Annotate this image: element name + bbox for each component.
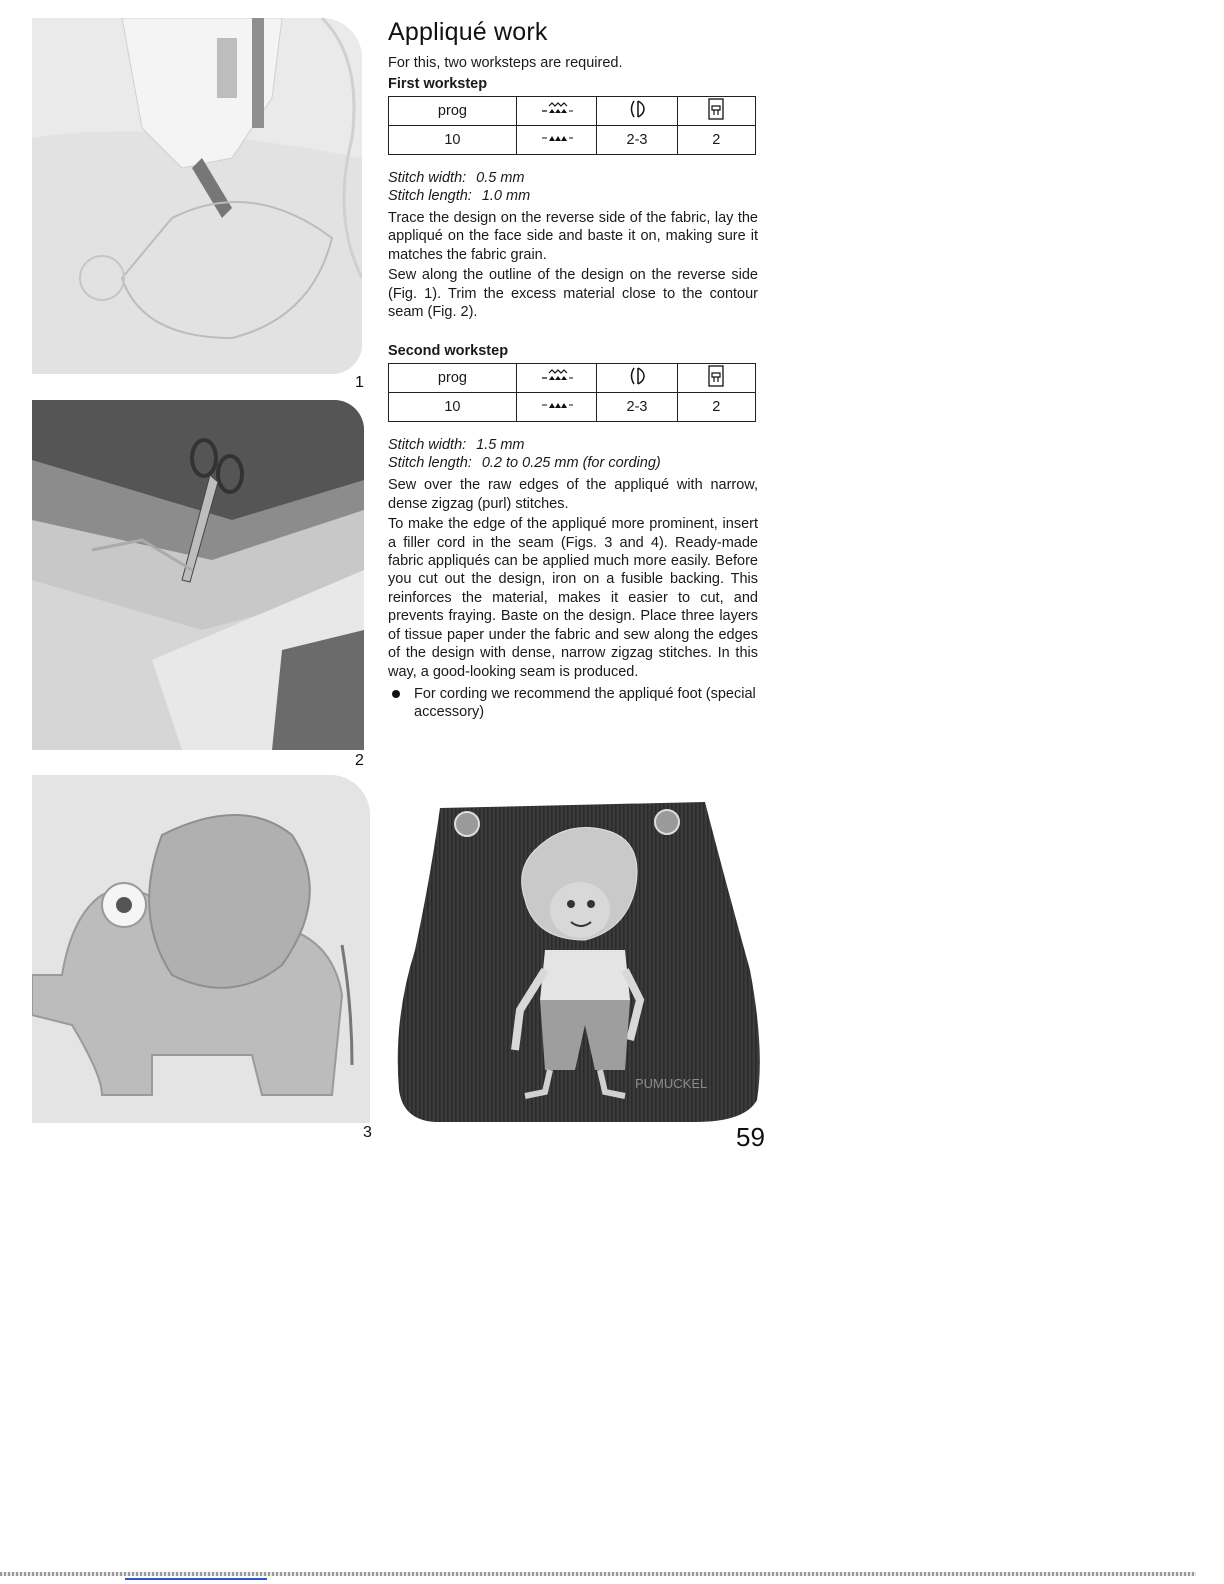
- dense-zigzag-icon: [516, 393, 596, 422]
- zigzag-stitch-icon: [516, 364, 596, 393]
- stitch-length-value: 1.0 mm: [481, 188, 531, 204]
- footer-divider: [0, 1572, 1196, 1576]
- stitch-width-label: Stitch width:: [388, 170, 467, 186]
- table-row: [389, 393, 756, 422]
- stitch-width-label: Stitch width:: [388, 437, 467, 454]
- footer-link-underline[interactable]: [125, 1578, 267, 1580]
- sewing-machine-illustration: [32, 18, 362, 374]
- stitch-length-label: Stitch length:: [388, 455, 472, 472]
- bullet-icon: [388, 685, 414, 722]
- table-header-row: [389, 364, 756, 393]
- presser-foot-icon: [677, 364, 755, 393]
- page-title: Appliqué work: [388, 18, 548, 46]
- pumuckel-caption: PUMUCKEL: [635, 1076, 708, 1091]
- figure-4-corduroy-bag-photo: [395, 800, 765, 1125]
- stitch-length-value: 0.2 to 0.25 mm (for cording): [481, 455, 661, 472]
- stitch-width-value: 0.5 mm: [476, 170, 525, 186]
- scissors-trimming-illustration: [32, 400, 364, 750]
- stitch-width-value: 1.5 mm: [476, 437, 525, 454]
- dense-zigzag-icon: [516, 126, 596, 155]
- second-step-paragraph-2: To make the edge of the appliqué more prominent, insert a filler cord in the seam (Figs. 3 and 4). Ready-made fabric appliqués can be applied much more easily. Before you cut out the design, iron on a fusible backing. This reinforces the material, makes it easier to cut, and prevents fraying. Baste on the design. Place three layers of tissue paper under the fabric and sew along the edges of the design with dense, narrow zigzag stitches. In this way, a good-looking seam is produced.: [388, 516, 758, 680]
- stitch-length-line: [388, 187, 758, 205]
- corduroy-bag-illustration: [395, 800, 765, 1125]
- stitch-width-line: [388, 169, 758, 187]
- tension-dial-icon: [597, 97, 677, 126]
- first-stitch-settings: [388, 169, 758, 205]
- presser-foot-icon: [677, 97, 755, 126]
- tension-value: 2-3: [597, 126, 677, 155]
- second-workstep-heading: Second workstep: [388, 343, 509, 360]
- tension-value: 2-3: [597, 393, 677, 422]
- table-header-row: [389, 97, 756, 126]
- first-step-paragraph-2: Sew along the outline of the design on the reverse side (Fig. 1). Trim the excess material close to the contour seam (Fig. 2).: [388, 267, 758, 321]
- figure-2-trimming-photo: [32, 400, 364, 750]
- intro-text: For this, two worksteps are required.: [388, 55, 623, 71]
- stitch-length-line: [388, 454, 758, 472]
- prog-header: prog: [389, 364, 517, 393]
- elephant-applique-illustration: [32, 775, 370, 1123]
- second-step-paragraph-1: Sew over the raw edges of the appliqué with narrow, dense zigzag (purl) stitches.: [388, 477, 758, 512]
- figure-3-elephant-photo: [32, 775, 370, 1123]
- stitch-length-label: Stitch length:: [388, 188, 472, 204]
- figure-3-number: 3: [363, 1124, 372, 1141]
- figure-1-sewing-machine-photo: [32, 18, 362, 374]
- prog-value: 10: [389, 393, 517, 422]
- first-step-paragraph-1: Trace the design on the reverse side of the fabric, lay the appliqué on the face side and baste it on, making sure it matches the fabric grain.: [388, 210, 758, 263]
- applique-instructions: [388, 18, 758, 722]
- cording-recommendation-text: For cording we recommend the appliqué foot (special accessory): [414, 685, 756, 721]
- prog-header: prog: [389, 97, 517, 126]
- figure-2-number: 2: [355, 752, 364, 769]
- figure-1-number: 1: [355, 374, 364, 391]
- prog-value: 10: [389, 126, 517, 155]
- page-number: 59: [736, 1122, 765, 1152]
- second-stitch-settings: [388, 436, 758, 472]
- stitch-width-line: [388, 436, 758, 454]
- foot-value: 2: [677, 126, 755, 155]
- tension-dial-icon: [597, 364, 677, 393]
- foot-value: 2: [677, 393, 755, 422]
- zigzag-stitch-icon: [516, 97, 596, 126]
- first-workstep-table: [388, 96, 756, 155]
- second-workstep-table: [388, 363, 756, 422]
- cording-recommendation: [388, 685, 758, 722]
- table-row: [389, 126, 756, 155]
- first-workstep-heading: First workstep: [388, 76, 488, 92]
